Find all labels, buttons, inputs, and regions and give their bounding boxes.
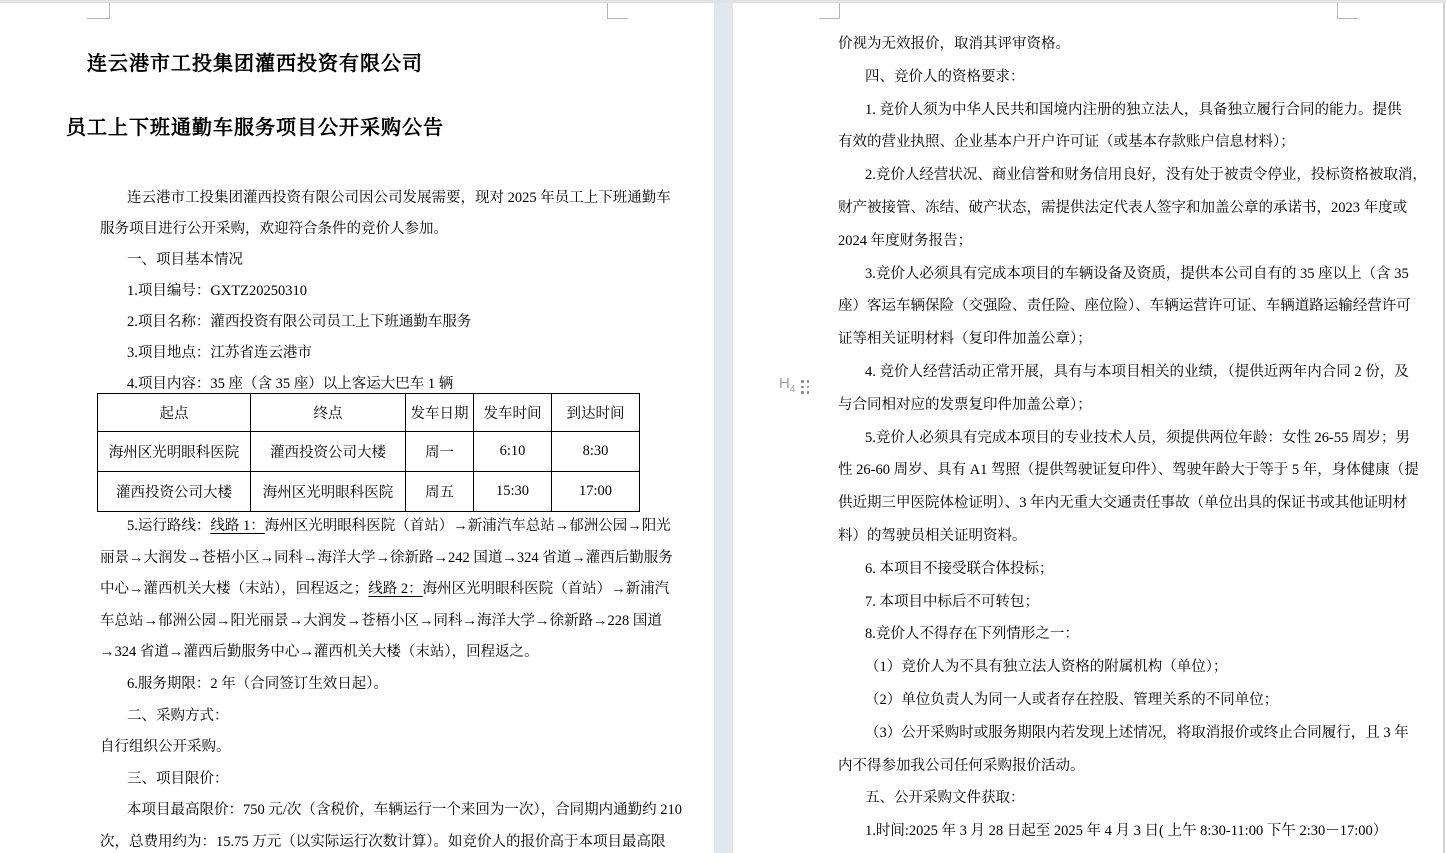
text-line: 料）的驾驶员相关证明资料。 [838,527,1027,544]
text-line: 一、项目基本情况 [127,252,243,268]
document-page-left[interactable] [0,3,714,853]
text-line: 中心→灌西机关大楼（末站），回程返之；线路 2：海州区光明眼科医院（首站）→新浦汽 [100,581,670,598]
table-cell: 海州区光明眼科医院 [251,472,406,512]
text-line: （2）单位负责人为同一人或者存在控股、管理关系的不同单位； [865,691,1279,708]
text-line: 价视为无效报价，取消其评审资格。 [838,36,1070,52]
text-line: 本项目最高限价：750 元/次（含税价，车辆运行一个来回为一次），合同期内通勤约 210 [127,802,683,819]
text-line: 财产被接管、冻结、破产状态，需提供法定代表人签字和加盖公章的承诺书，2023 年度或 [838,199,1408,216]
text-line: 6.服务期限：2 年（合同签订生效日起）。 [127,675,388,692]
text-line: 内不得参加我公司任何采购报价活动。 [838,757,1085,774]
text-line: 6. 本项目不接受联合体投标； [865,560,1054,577]
document-title-announcement: 员工上下班通勤车服务项目公开采购公告 [66,117,444,139]
table-header-destination: 终点 [251,394,406,432]
text-line: 性 26-60 周岁、具有 A1 驾照（提供驾驶证复印件）、驾驶年龄大于等于 5 年，身体健康（提 [838,462,1419,479]
text-line: 7. 本项目中标后不可转包； [865,593,1039,610]
text-line: 2.竞价人经营状况、商业信誉和财务信用良好，没有处于被责令停业，投标资格被取消， [865,167,1427,184]
table-cell: 6:10 [474,432,552,472]
page-gap [714,3,733,853]
text-line: 丽景→大润发→苍梧小区→同科→海洋大学→徐新路→242 国道→324 省道→灌西后勤服务 [100,549,673,566]
text-line: 自行组织公开采购。 [100,739,231,756]
table-header-row [98,394,640,432]
text-line: 8.竞价人不得存在下列情形之一： [865,626,1079,643]
text-line: 1.时间:2025 年 3 月 28 日起至 2025 年 4 月 3 日( 上午 8:30-11:00 下午 2:30－17:00） [865,823,1388,840]
text-line: （1）竞价人为不具有独立法人资格的附属机构（单位）； [865,659,1228,676]
text-line: 次，总费用约为：15.75 万元（以实际运行次数计算）。如竞价人的报价高于本项目最高限 [100,833,666,850]
table-row [98,472,640,512]
text-line: 四、竞价人的资格要求： [865,68,1025,85]
text-boundary-mark-topleft [819,3,840,19]
text-line: 车总站→郁洲公园→阳光丽景→大润发→苍梧小区→同科→海洋大学→徐新路→228 国道 [100,612,662,629]
table-cell: 15:30 [474,472,552,512]
table-header-depart-day: 发车日期 [406,394,474,432]
text-line: 5.竞价人必须具有完成本项目的专业技术人员，须提供两位年龄：女性 26-55 周岁；男 [865,429,1410,446]
intro-paragraphs [100,183,671,400]
text-line: 4. 竞价人经营活动正常开展，具有与本项目相关的业绩，（提供近两年内合同 2 份，及 [865,363,1409,380]
drag-handle-icon[interactable] [801,380,809,394]
table-row [98,432,640,472]
text-line: 5.运行路线：线路 1：海州区光明眼科医院（首站）→新浦汽车总站→郁洲公园→阳光 [127,518,671,534]
text-line: 三、项目限价： [127,770,229,787]
text-line: →324 省道→灌西后勤服务中心→灌西机关大楼（末站），回程返之。 [100,644,539,661]
window-right-border [1443,3,1445,853]
text-line: 3.竞价人必须具有完成本项目的车辆设备及资质，提供本公司自有的 35 座以上（含 35 [865,265,1409,282]
text-line: 4.项目内容：35 座（含 35 座）以上客运大巴车 1 辆 [127,376,454,392]
text-line: 1.项目编号：GXTZ20250310 [127,283,308,299]
document-page-right[interactable] [733,3,1443,853]
table-cell: 周五 [406,472,474,512]
requirements-paragraphs [838,28,1427,848]
heading-level-label: $H_4$ [779,375,796,395]
text-line: 五、公开采购文件获取： [865,790,1025,807]
text-line: 连云港市工投集团灌西投资有限公司因公司发展需要，现对 2025 年员工上下班通勤车 [127,190,671,206]
table-cell: 17:00 [552,472,640,512]
heading-level-marker [779,375,809,399]
table-header-origin: 起点 [98,394,251,432]
text-line: 二、采购方式： [127,707,229,724]
text-line: （3）公开采购时或服务期限内若发现上述情况，将取消报价或终止合同履行，且 3 年 [865,724,1409,741]
text-line: 供近期三甲医院体检证明）、3 年内无重大交通责任事故（单位出具的保证书或其他证明材 [838,495,1408,512]
table-cell: 8:30 [552,432,640,472]
table-cell: 灌西投资公司大楼 [251,432,406,472]
text-boundary-mark-topright [607,3,628,19]
text-line: 与合同相对应的发票复印件加盖公章）； [838,396,1092,413]
text-line: 2024 年度财务报告； [838,232,973,249]
table-cell: 灌西投资公司大楼 [98,472,251,512]
table-cell: 周一 [406,432,474,472]
text-boundary-mark-topright [1337,3,1358,19]
document-title-company: 连云港市工投集团灌西投资有限公司 [87,53,423,75]
text-line: 服务项目进行公开采购，欢迎符合条件的竞价人参加。 [100,221,448,237]
table-header-depart-time: 发车时间 [474,394,552,432]
body-paragraphs [100,511,683,853]
text-line: 3.项目地点：江苏省连云港市 [127,345,312,361]
text-line: 1. 竞价人须为中华人民共和国境内注册的独立法人，具备独立履行合同的能力。提供 [865,101,1402,118]
text-line: 证等相关证明材料（复印件加盖公章）； [838,331,1092,348]
text-line: 有效的营业执照、企业基本户开户许可证（或基本存款账户信息材料）； [838,134,1295,151]
text-line: 座）客运车辆保险（交强险、责任险、座位险）、车辆运营许可证、车辆道路运输经营许可 [838,298,1411,315]
table-header-arrive-time: 到达时间 [552,394,640,432]
table-cell: 海州区光明眼科医院 [98,432,251,472]
text-line: 2.项目名称：灌西投资有限公司员工上下班通勤车服务 [127,314,472,330]
text-boundary-mark-topleft [87,3,110,19]
bus-schedule-table [97,393,640,512]
